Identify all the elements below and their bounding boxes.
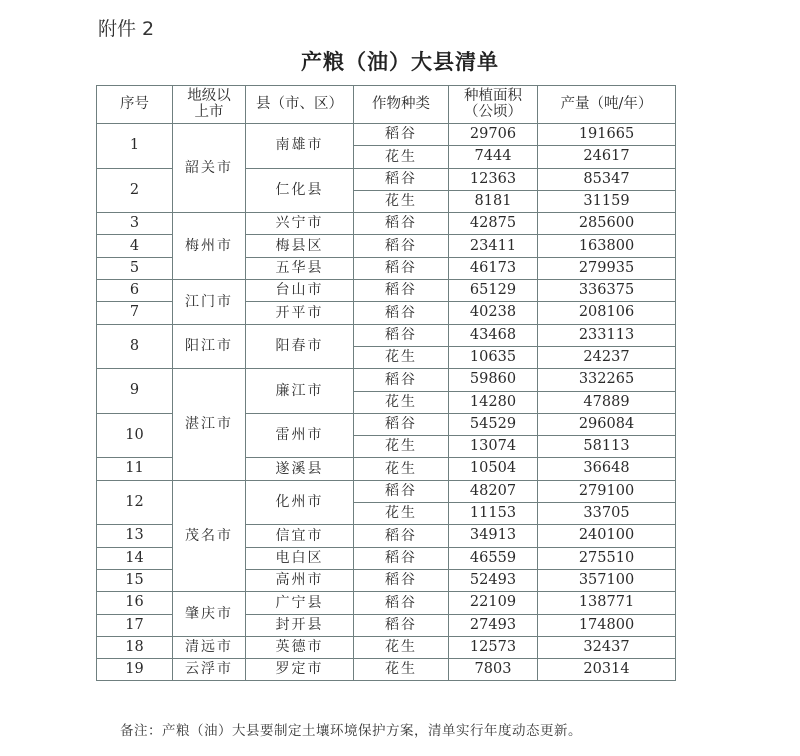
cell-area: 40238	[449, 302, 538, 324]
cell-no: 16	[97, 592, 173, 614]
cell-area: 11153	[449, 503, 538, 525]
cell-no: 6	[97, 280, 173, 302]
cell-no: 1	[97, 124, 173, 169]
cell-crop: 稻谷	[354, 235, 449, 257]
cell-yield: 275510	[538, 547, 676, 569]
cell-no: 19	[97, 659, 173, 681]
cell-area: 13074	[449, 436, 538, 458]
cell-crop: 花生	[354, 503, 449, 525]
cell-yield: 233113	[538, 324, 676, 346]
cell-county: 化州市	[246, 480, 354, 525]
cell-city: 阳江市	[173, 324, 246, 369]
table-row	[97, 369, 676, 391]
cell-area: 48207	[449, 480, 538, 502]
cell-no: 9	[97, 369, 173, 414]
cell-yield: 58113	[538, 436, 676, 458]
cell-crop: 花生	[354, 391, 449, 413]
cell-area: 46173	[449, 257, 538, 279]
cell-yield: 279100	[538, 480, 676, 502]
cell-area: 7803	[449, 659, 538, 681]
cell-yield: 296084	[538, 413, 676, 435]
cell-yield: 336375	[538, 280, 676, 302]
cell-crop: 稻谷	[354, 592, 449, 614]
cell-county: 台山市	[246, 280, 354, 302]
cell-area: 12573	[449, 636, 538, 658]
cell-city: 江门市	[173, 280, 246, 325]
cell-crop: 稻谷	[354, 280, 449, 302]
cell-area: 65129	[449, 280, 538, 302]
cell-crop: 稻谷	[354, 257, 449, 279]
cell-no: 13	[97, 525, 173, 547]
cell-crop: 花生	[354, 458, 449, 480]
footnote: 备注：产粮（油）大县要制定土壤环境保护方案，清单实行年度动态更新。	[120, 723, 582, 739]
grain-county-table	[96, 85, 676, 681]
cell-crop: 花生	[354, 346, 449, 368]
table-row	[97, 480, 676, 502]
cell-city: 云浮市	[173, 659, 246, 681]
cell-yield: 24237	[538, 346, 676, 368]
cell-area: 27493	[449, 614, 538, 636]
cell-county: 仁化县	[246, 168, 354, 213]
cell-no: 18	[97, 636, 173, 658]
cell-county: 信宜市	[246, 525, 354, 547]
cell-city: 梅州市	[173, 213, 246, 280]
cell-crop: 稻谷	[354, 547, 449, 569]
cell-area: 10635	[449, 346, 538, 368]
cell-city: 湛江市	[173, 369, 246, 480]
table-row	[97, 280, 676, 302]
cell-area: 12363	[449, 168, 538, 190]
cell-area: 52493	[449, 569, 538, 591]
table-row	[97, 324, 676, 346]
cell-crop: 稻谷	[354, 614, 449, 636]
cell-area: 46559	[449, 547, 538, 569]
cell-yield: 174800	[538, 614, 676, 636]
cell-county: 五华县	[246, 257, 354, 279]
cell-yield: 163800	[538, 235, 676, 257]
cell-county: 广宁县	[246, 592, 354, 614]
cell-county: 罗定市	[246, 659, 354, 681]
table-row	[97, 124, 676, 146]
cell-city: 茂名市	[173, 480, 246, 591]
table-row	[97, 592, 676, 614]
cell-area: 23411	[449, 235, 538, 257]
cell-crop: 花生	[354, 436, 449, 458]
cell-area: 10504	[449, 458, 538, 480]
cell-crop: 花生	[354, 146, 449, 168]
cell-yield: 24617	[538, 146, 676, 168]
cell-city: 肇庆市	[173, 592, 246, 637]
cell-area: 29706	[449, 124, 538, 146]
cell-area: 59860	[449, 369, 538, 391]
header-area: 种植面积 （公顷）	[449, 86, 538, 124]
cell-crop: 稻谷	[354, 369, 449, 391]
cell-crop: 花生	[354, 190, 449, 212]
cell-crop: 稻谷	[354, 525, 449, 547]
cell-yield: 36648	[538, 458, 676, 480]
cell-crop: 稻谷	[354, 124, 449, 146]
cell-crop: 稻谷	[354, 213, 449, 235]
cell-county: 南雄市	[246, 124, 354, 169]
cell-yield: 33705	[538, 503, 676, 525]
cell-no: 3	[97, 213, 173, 235]
cell-yield: 285600	[538, 213, 676, 235]
cell-crop: 稻谷	[354, 480, 449, 502]
header-yield: 产量（吨/年）	[538, 86, 676, 124]
cell-yield: 31159	[538, 190, 676, 212]
cell-county: 英德市	[246, 636, 354, 658]
cell-crop: 稻谷	[354, 569, 449, 591]
cell-county: 电白区	[246, 547, 354, 569]
table-row	[97, 213, 676, 235]
cell-no: 5	[97, 257, 173, 279]
cell-crop: 稻谷	[354, 302, 449, 324]
cell-yield: 138771	[538, 592, 676, 614]
cell-area: 22109	[449, 592, 538, 614]
cell-no: 12	[97, 480, 173, 525]
cell-county: 开平市	[246, 302, 354, 324]
cell-yield: 357100	[538, 569, 676, 591]
cell-crop: 花生	[354, 636, 449, 658]
cell-crop: 花生	[354, 659, 449, 681]
cell-area: 14280	[449, 391, 538, 413]
cell-yield: 191665	[538, 124, 676, 146]
cell-city: 清远市	[173, 636, 246, 658]
cell-area: 43468	[449, 324, 538, 346]
cell-county: 兴宁市	[246, 213, 354, 235]
cell-county: 封开县	[246, 614, 354, 636]
cell-no: 15	[97, 569, 173, 591]
cell-yield: 208106	[538, 302, 676, 324]
cell-yield: 20314	[538, 659, 676, 681]
cell-yield: 240100	[538, 525, 676, 547]
cell-no: 2	[97, 168, 173, 213]
cell-yield: 32437	[538, 636, 676, 658]
cell-county: 阳春市	[246, 324, 354, 369]
document-title: 产粮（油）大县清单	[301, 49, 499, 74]
cell-yield: 85347	[538, 168, 676, 190]
cell-crop: 稻谷	[354, 413, 449, 435]
header-city: 地级以 上市	[173, 86, 246, 124]
header-crop: 作物种类	[354, 86, 449, 124]
cell-area: 42875	[449, 213, 538, 235]
cell-area: 54529	[449, 413, 538, 435]
table-header-row	[97, 86, 676, 124]
cell-county: 遂溪县	[246, 458, 354, 480]
cell-area: 8181	[449, 190, 538, 212]
cell-no: 8	[97, 324, 173, 369]
cell-no: 4	[97, 235, 173, 257]
cell-county: 梅县区	[246, 235, 354, 257]
cell-yield: 279935	[538, 257, 676, 279]
cell-county: 廉江市	[246, 369, 354, 414]
cell-no: 7	[97, 302, 173, 324]
cell-no: 11	[97, 458, 173, 480]
cell-area: 7444	[449, 146, 538, 168]
cell-county: 雷州市	[246, 413, 354, 458]
table-row	[97, 636, 676, 658]
cell-yield: 332265	[538, 369, 676, 391]
header-county: 县（市、区）	[246, 86, 354, 124]
attachment-label: 附件 2	[98, 18, 155, 40]
cell-no: 17	[97, 614, 173, 636]
cell-area: 34913	[449, 525, 538, 547]
cell-no: 14	[97, 547, 173, 569]
cell-crop: 稻谷	[354, 324, 449, 346]
cell-yield: 47889	[538, 391, 676, 413]
cell-crop: 稻谷	[354, 168, 449, 190]
cell-county: 高州市	[246, 569, 354, 591]
header-no: 序号	[97, 86, 173, 124]
table-row	[97, 659, 676, 681]
cell-no: 10	[97, 413, 173, 458]
cell-city: 韶关市	[173, 124, 246, 213]
